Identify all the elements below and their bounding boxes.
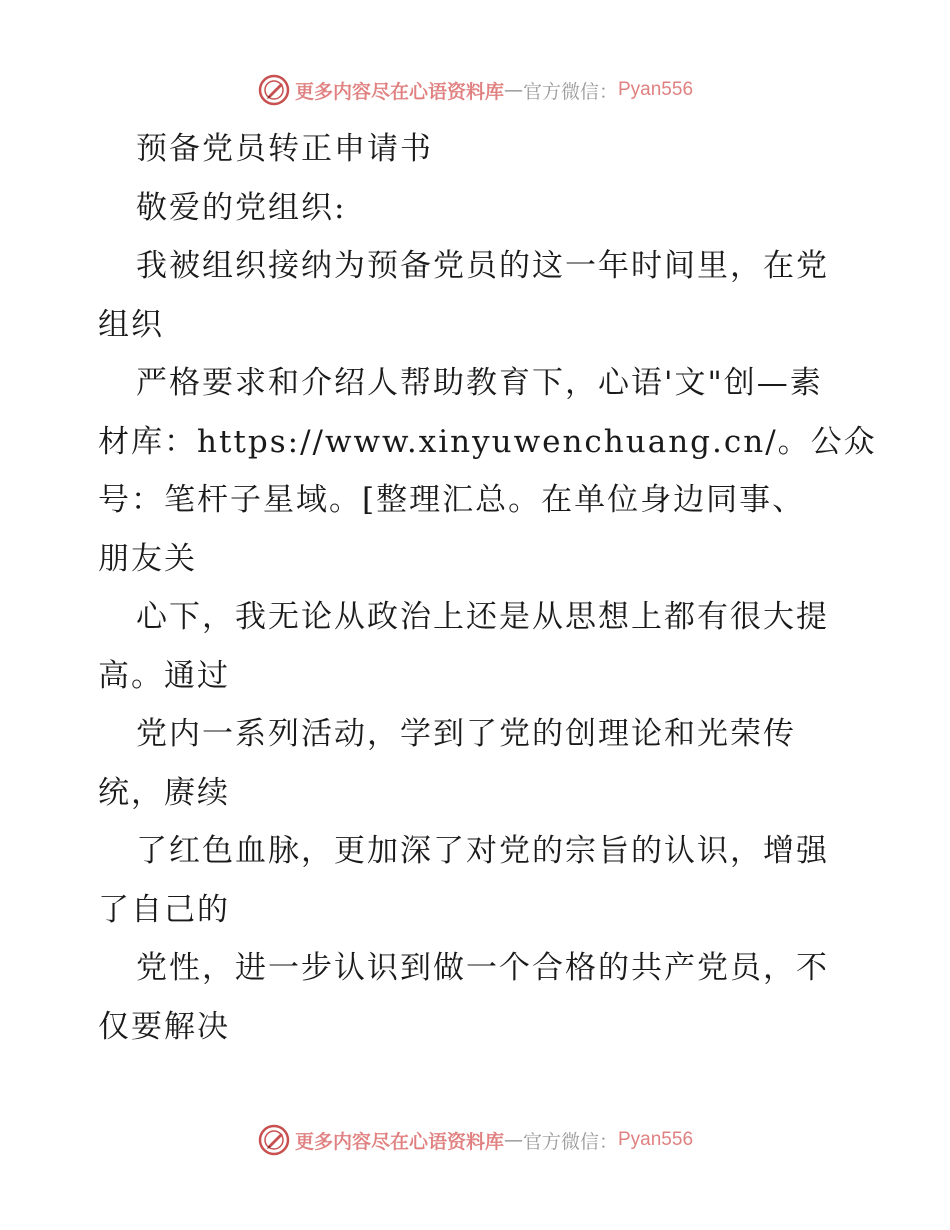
banner-wechat-label: 官方微信： xyxy=(522,80,618,103)
document-line: 敬爱的党组织: xyxy=(136,189,347,226)
document-line: 高。通过 xyxy=(98,657,230,694)
document-line: 了红色血脉，更加深了对党的宗旨的认识，增强 xyxy=(136,833,829,869)
banner-wechat-label: 官方微信： xyxy=(522,1130,618,1153)
document-line: 组织 xyxy=(98,306,164,343)
brand-logo-icon xyxy=(257,1123,291,1157)
brand-logo-icon xyxy=(257,73,291,107)
document-line: 预备党员转正申请书 xyxy=(136,131,433,167)
document-line: 仅要解决 xyxy=(98,1008,230,1045)
document-line: 心下，我无论从政治上还是从思想上都有很大提 xyxy=(136,599,829,635)
banner-separator: — xyxy=(503,79,523,101)
footer-banner xyxy=(0,1120,950,1160)
header-banner xyxy=(0,70,950,110)
document-line: 党内一系列活动，学到了党的创理论和光荣传 xyxy=(136,716,796,752)
document-line: 我被组织接纳为预备党员的这一年时间里，在党 xyxy=(136,248,829,284)
document-line: 朋友关 xyxy=(98,540,197,577)
document-line: 了自己的 xyxy=(98,891,230,928)
document-body xyxy=(98,120,877,1056)
document-line: 党性，进一步认识到做一个合格的共产党员，不 xyxy=(136,950,829,986)
banner-text: 更多内容尽在心语资料库 xyxy=(294,80,504,103)
banner-text: 更多内容尽在心语资料库 xyxy=(294,1130,504,1153)
banner-wechat-id: Pyan556 xyxy=(618,79,694,100)
banner-separator: — xyxy=(503,1129,523,1151)
document-line: 号：笔杆子星域。[整理汇总。在单位身边同事、 xyxy=(98,482,806,518)
document-line: 材库：https://www.xinyuwenchuang.cn/。公众 xyxy=(98,423,877,460)
banner-wechat-id: Pyan556 xyxy=(618,1129,694,1150)
document-line: 严格要求和介绍人帮助教育下，心语'文"创—素 xyxy=(136,365,823,401)
document-line: 统，赓续 xyxy=(98,774,230,811)
